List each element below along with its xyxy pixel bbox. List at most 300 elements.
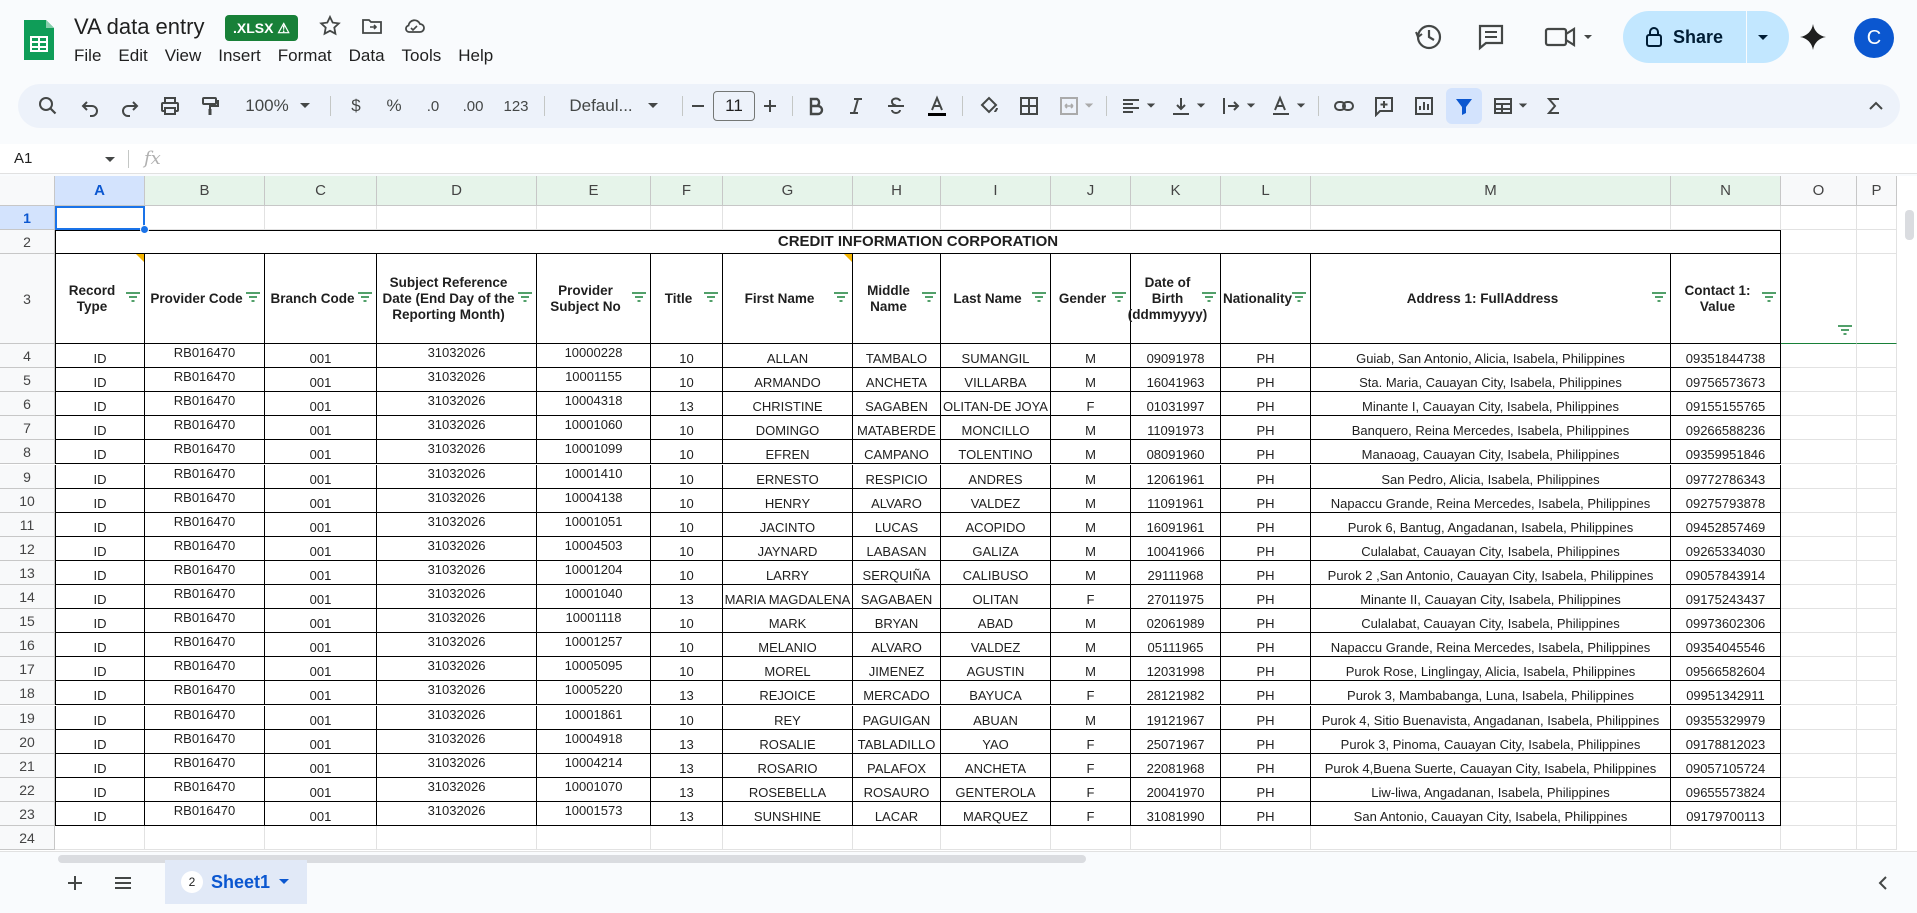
table-cell[interactable]: 10001204 xyxy=(537,561,651,585)
name-box[interactable]: A1 xyxy=(14,150,33,167)
table-cell[interactable]: ROSEBELLA xyxy=(723,778,853,802)
column-filter-icon[interactable] xyxy=(1112,292,1126,302)
cell[interactable] xyxy=(1857,609,1897,633)
table-cell[interactable]: ID xyxy=(55,392,145,416)
table-cell[interactable]: 31032026 xyxy=(377,440,537,464)
table-cell[interactable]: 09756573673 xyxy=(1671,368,1781,392)
column-filter-icon[interactable] xyxy=(1838,325,1852,335)
table-cell[interactable]: PH xyxy=(1221,513,1311,537)
table-cell[interactable]: 13 xyxy=(651,730,723,754)
table-cell[interactable]: Liw-liwa, Angadanan, Isabela, Philippines xyxy=(1311,778,1671,802)
table-cell[interactable]: 09452857469 xyxy=(1671,513,1781,537)
cell[interactable] xyxy=(1781,826,1857,850)
table-cell[interactable]: PH xyxy=(1221,344,1311,368)
document-title[interactable]: VA data entry xyxy=(74,14,205,39)
table-cell[interactable]: JIMENEZ xyxy=(853,657,941,681)
table-cell[interactable]: 001 xyxy=(265,754,377,778)
table-cell[interactable]: 09655573824 xyxy=(1671,778,1781,802)
row-header-16[interactable]: 16 xyxy=(0,633,55,657)
table-cell[interactable]: 31032026 xyxy=(377,778,537,802)
table-cell[interactable]: 08091960 xyxy=(1131,440,1221,464)
table-cell[interactable]: F xyxy=(1051,585,1131,609)
table-cell[interactable]: 10004318 xyxy=(537,392,651,416)
cell[interactable] xyxy=(1857,633,1897,657)
cell[interactable] xyxy=(1857,826,1897,850)
strikethrough-button[interactable] xyxy=(882,84,910,128)
table-cell[interactable]: MELANIO xyxy=(723,633,853,657)
insert-chart-button[interactable] xyxy=(1408,84,1440,128)
table-cell[interactable]: ID xyxy=(55,633,145,657)
table-cell[interactable]: JACINTO xyxy=(723,513,853,537)
cell[interactable] xyxy=(1857,681,1897,705)
row-header-1[interactable]: 1 xyxy=(0,206,55,230)
table-cell[interactable]: 11091961 xyxy=(1131,489,1221,513)
table-cell[interactable]: 31081990 xyxy=(1131,802,1221,826)
table-cell[interactable]: 09354045546 xyxy=(1671,633,1781,657)
table-cell[interactable]: 27011975 xyxy=(1131,585,1221,609)
table-cell[interactable]: PH xyxy=(1221,465,1311,489)
table-cell[interactable]: ALVARO xyxy=(853,489,941,513)
column-header-b[interactable]: B xyxy=(145,176,265,206)
table-header-cell[interactable] xyxy=(55,254,145,344)
borders-button[interactable] xyxy=(1014,84,1044,128)
table-cell[interactable]: PH xyxy=(1221,440,1311,464)
cell[interactable] xyxy=(1857,778,1897,802)
comments-icon[interactable] xyxy=(1474,20,1508,54)
table-cell[interactable]: 09275793878 xyxy=(1671,489,1781,513)
table-cell[interactable]: PH xyxy=(1221,657,1311,681)
table-cell[interactable]: 10 xyxy=(651,368,723,392)
table-cell[interactable]: 02061989 xyxy=(1131,609,1221,633)
increase-decimal-button[interactable]: .00 xyxy=(462,97,484,115)
table-cell[interactable]: 001 xyxy=(265,633,377,657)
cell[interactable] xyxy=(1857,537,1897,561)
table-cell[interactable]: 09566582604 xyxy=(1671,657,1781,681)
menu-help[interactable]: Help xyxy=(458,46,494,65)
zoom-select[interactable] xyxy=(238,84,318,128)
table-cell[interactable]: Purok 2 ,San Antonio, Cauayan City, Isabela, Philippines xyxy=(1311,561,1671,585)
table-cell[interactable]: 20041970 xyxy=(1131,778,1221,802)
table-cell[interactable]: RB016470 xyxy=(145,585,265,609)
table-cell[interactable]: 10 xyxy=(651,440,723,464)
cell[interactable] xyxy=(1781,706,1857,730)
table-cell[interactable]: 16091961 xyxy=(1131,513,1221,537)
cell[interactable] xyxy=(1051,206,1131,230)
table-cell[interactable]: M xyxy=(1051,657,1131,681)
table-cell[interactable]: 09772786343 xyxy=(1671,465,1781,489)
table-cell[interactable]: 31032026 xyxy=(377,561,537,585)
account-avatar[interactable]: C xyxy=(1854,18,1894,58)
table-cell[interactable]: 13 xyxy=(651,585,723,609)
table-cell[interactable]: RB016470 xyxy=(145,440,265,464)
table-cell[interactable]: 10 xyxy=(651,561,723,585)
cell[interactable] xyxy=(651,826,723,850)
table-cell[interactable]: M xyxy=(1051,344,1131,368)
star-icon[interactable] xyxy=(318,14,342,38)
table-cell[interactable]: 001 xyxy=(265,585,377,609)
cell[interactable] xyxy=(537,206,651,230)
table-cell[interactable]: ID xyxy=(55,778,145,802)
table-header-cell[interactable] xyxy=(1127,254,1221,344)
menu-edit[interactable]: Edit xyxy=(118,46,148,65)
table-cell[interactable]: 12061961 xyxy=(1131,465,1221,489)
banner-title[interactable]: CREDIT INFORMATION CORPORATION xyxy=(55,230,1781,254)
column-header-a[interactable]: A xyxy=(55,176,145,206)
cell[interactable] xyxy=(1857,513,1897,537)
table-cell[interactable]: 09155155765 xyxy=(1671,392,1781,416)
table-cell[interactable]: 10001060 xyxy=(537,416,651,440)
table-cell[interactable]: 31032026 xyxy=(377,681,537,705)
functions-button[interactable] xyxy=(1538,84,1570,128)
table-cell[interactable]: M xyxy=(1051,465,1131,489)
table-cell[interactable]: ALVARO xyxy=(853,633,941,657)
table-cell[interactable]: LABASAN xyxy=(853,537,941,561)
table-cell[interactable]: Purok 4,Buena Suerte, Cauayan City, Isabela, Philippines xyxy=(1311,754,1671,778)
table-cell[interactable]: 10001051 xyxy=(537,513,651,537)
table-header-cell[interactable] xyxy=(537,254,651,344)
table-cell[interactable]: Culalabat, Cauayan City, Isabela, Philippines xyxy=(1311,537,1671,561)
fill-color-button[interactable] xyxy=(974,84,1004,128)
table-cell[interactable]: M xyxy=(1051,368,1131,392)
menu-tools[interactable]: Tools xyxy=(401,46,442,65)
table-cell[interactable]: M xyxy=(1051,440,1131,464)
table-cell[interactable]: 10004918 xyxy=(537,730,651,754)
share-button[interactable] xyxy=(1623,11,1789,63)
table-cell[interactable]: MERCADO xyxy=(853,681,941,705)
column-filter-icon[interactable] xyxy=(1032,292,1046,302)
table-cell[interactable]: GALIZA xyxy=(941,537,1051,561)
cell[interactable] xyxy=(941,826,1051,850)
table-cell[interactable]: RB016470 xyxy=(145,681,265,705)
cell[interactable] xyxy=(265,826,377,850)
cell[interactable] xyxy=(1857,465,1897,489)
menu-insert[interactable]: Insert xyxy=(218,46,261,65)
table-cell[interactable]: ID xyxy=(55,609,145,633)
row-header-21[interactable]: 21 xyxy=(0,754,55,778)
row-header-17[interactable]: 17 xyxy=(0,657,55,681)
table-cell[interactable]: 16041963 xyxy=(1131,368,1221,392)
table-cell[interactable]: Purok 6, Bantug, Angadanan, Isabela, Philippines xyxy=(1311,513,1671,537)
cell[interactable] xyxy=(1857,706,1897,730)
table-cell[interactable]: MOREL xyxy=(723,657,853,681)
row-header-13[interactable]: 13 xyxy=(0,561,55,585)
text-color-button[interactable] xyxy=(922,84,952,128)
table-cell[interactable]: ANCHETA xyxy=(853,368,941,392)
table-cell[interactable]: RB016470 xyxy=(145,730,265,754)
table-cell[interactable]: YAO xyxy=(941,730,1051,754)
table-cell[interactable]: San Antonio, Cauayan City, Isabela, Philippines xyxy=(1311,802,1671,826)
table-cell[interactable]: Minante II, Cauayan City, Isabela, Philippines xyxy=(1311,585,1671,609)
table-cell[interactable]: REJOICE xyxy=(723,681,853,705)
table-cell[interactable]: ID xyxy=(55,368,145,392)
table-cell[interactable]: 09355329979 xyxy=(1671,706,1781,730)
cell[interactable] xyxy=(1781,230,1857,254)
table-cell[interactable]: ROSAURO xyxy=(853,778,941,802)
table-cell[interactable]: 09266588236 xyxy=(1671,416,1781,440)
cell[interactable] xyxy=(1781,489,1857,513)
table-header-cell[interactable] xyxy=(1311,254,1671,344)
table-cell[interactable]: M xyxy=(1051,416,1131,440)
cell[interactable] xyxy=(1221,826,1311,850)
table-cell[interactable]: 31032026 xyxy=(377,706,537,730)
table-cell[interactable]: PH xyxy=(1221,489,1311,513)
formula-input[interactable] xyxy=(180,147,1880,171)
table-cell[interactable]: 001 xyxy=(265,609,377,633)
table-header-cell[interactable] xyxy=(1051,254,1131,344)
cell[interactable] xyxy=(1781,513,1857,537)
row-header-23[interactable]: 23 xyxy=(0,802,55,826)
search-menus-button[interactable] xyxy=(32,84,64,128)
table-header-cell[interactable] xyxy=(1671,254,1781,344)
cell[interactable] xyxy=(1781,440,1857,464)
table-cell[interactable]: PH xyxy=(1221,730,1311,754)
cell[interactable] xyxy=(853,206,941,230)
cell[interactable] xyxy=(377,826,537,850)
vertical-scrollbar[interactable] xyxy=(1905,210,1914,240)
cell[interactable] xyxy=(1857,206,1897,230)
table-cell[interactable]: Culalabat, Cauayan City, Isabela, Philippines xyxy=(1311,609,1671,633)
table-cell[interactable]: PH xyxy=(1221,368,1311,392)
column-header-n[interactable]: N xyxy=(1671,176,1781,206)
table-cell[interactable]: 10 xyxy=(651,416,723,440)
table-cell[interactable]: BAYUCA xyxy=(941,681,1051,705)
cell[interactable] xyxy=(1857,585,1897,609)
table-cell[interactable]: PH xyxy=(1221,706,1311,730)
table-cell[interactable]: 31032026 xyxy=(377,537,537,561)
row-header-4[interactable]: 4 xyxy=(0,344,55,368)
table-cell[interactable]: 10004214 xyxy=(537,754,651,778)
table-cell[interactable]: Purok 4, Sitio Buenavista, Angadanan, Isabela, Philippines xyxy=(1311,706,1671,730)
table-cell[interactable]: 10001118 xyxy=(537,609,651,633)
cell[interactable] xyxy=(1311,206,1671,230)
cell[interactable] xyxy=(723,826,853,850)
table-cell[interactable]: 001 xyxy=(265,489,377,513)
table-cell[interactable]: TAMBALO xyxy=(853,344,941,368)
table-cell[interactable]: RB016470 xyxy=(145,561,265,585)
table-header-cell[interactable] xyxy=(853,254,941,344)
table-cell[interactable]: OLITAN xyxy=(941,585,1051,609)
table-cell[interactable]: ID xyxy=(55,754,145,778)
table-cell[interactable]: RB016470 xyxy=(145,513,265,537)
column-filter-icon[interactable] xyxy=(358,292,372,302)
table-cell[interactable]: PH xyxy=(1221,609,1311,633)
table-cell[interactable]: Banquero, Reina Mercedes, Isabela, Philippines xyxy=(1311,416,1671,440)
table-cell[interactable]: 001 xyxy=(265,513,377,537)
gemini-icon[interactable] xyxy=(1796,20,1830,54)
column-header-p[interactable]: P xyxy=(1857,176,1897,206)
table-cell[interactable]: CALIBUSO xyxy=(941,561,1051,585)
cell[interactable] xyxy=(145,206,265,230)
table-cell[interactable]: RB016470 xyxy=(145,633,265,657)
table-cell[interactable]: 10 xyxy=(651,513,723,537)
table-cell[interactable]: F xyxy=(1051,730,1131,754)
percent-format-button[interactable]: % xyxy=(386,96,402,115)
cell[interactable] xyxy=(1781,754,1857,778)
table-cell[interactable]: PAGUIGAN xyxy=(853,706,941,730)
column-filter-icon[interactable] xyxy=(1762,292,1776,302)
column-header-h[interactable]: H xyxy=(853,176,941,206)
table-cell[interactable]: MARIA MAGDALENA xyxy=(723,585,853,609)
table-header-cell[interactable] xyxy=(265,254,377,344)
table-cell[interactable]: 19121967 xyxy=(1131,706,1221,730)
table-cell[interactable]: 31032026 xyxy=(377,802,537,826)
table-cell[interactable]: Minante I, Cauayan City, Isabela, Philippines xyxy=(1311,392,1671,416)
table-cell[interactable]: 10 xyxy=(651,489,723,513)
table-cell[interactable]: SUNSHINE xyxy=(723,802,853,826)
table-cell[interactable]: PH xyxy=(1221,416,1311,440)
row-header-6[interactable]: 6 xyxy=(0,392,55,416)
table-cell[interactable]: LACAR xyxy=(853,802,941,826)
table-cell[interactable]: RB016470 xyxy=(145,344,265,368)
table-cell[interactable]: 31032026 xyxy=(377,465,537,489)
table-cell[interactable]: 001 xyxy=(265,730,377,754)
cell[interactable] xyxy=(1781,561,1857,585)
table-cell[interactable]: JAYNARD xyxy=(723,537,853,561)
table-cell[interactable]: 001 xyxy=(265,706,377,730)
column-filter-icon[interactable] xyxy=(632,292,646,302)
table-cell[interactable]: PH xyxy=(1221,802,1311,826)
table-cell[interactable]: LARRY xyxy=(723,561,853,585)
row-header-2[interactable]: 2 xyxy=(0,230,55,254)
table-cell[interactable]: ID xyxy=(55,706,145,730)
table-cell[interactable]: 13 xyxy=(651,802,723,826)
table-cell[interactable]: ID xyxy=(55,513,145,537)
cell[interactable] xyxy=(1857,368,1897,392)
column-filter-icon[interactable] xyxy=(1652,292,1666,302)
table-cell[interactable]: 13 xyxy=(651,681,723,705)
chevron-down-icon[interactable] xyxy=(104,155,116,165)
table-cell[interactable]: MATABERDE xyxy=(853,416,941,440)
table-cell[interactable]: PALAFOX xyxy=(853,754,941,778)
table-cell[interactable]: 09359951846 xyxy=(1671,440,1781,464)
cell[interactable] xyxy=(537,826,651,850)
table-cell[interactable]: 31032026 xyxy=(377,657,537,681)
column-filter-icon[interactable] xyxy=(1202,292,1216,302)
table-cell[interactable]: 09175243437 xyxy=(1671,585,1781,609)
collapse-toolbar-button[interactable] xyxy=(1860,84,1892,128)
table-cell[interactable]: 10 xyxy=(651,706,723,730)
column-header-j[interactable]: J xyxy=(1051,176,1131,206)
decrease-decimal-button[interactable]: .0 xyxy=(426,97,440,115)
table-cell[interactable]: 10001070 xyxy=(537,778,651,802)
italic-button[interactable] xyxy=(842,84,870,128)
cell[interactable] xyxy=(651,206,723,230)
collapse-sidebar-icon[interactable] xyxy=(1872,872,1894,894)
table-cell[interactable]: SERQUIÑA xyxy=(853,561,941,585)
column-filter-icon[interactable] xyxy=(246,292,260,302)
table-cell[interactable]: Napaccu Grande, Reina Mercedes, Isabela, Philippines xyxy=(1311,633,1671,657)
cell[interactable] xyxy=(1857,440,1897,464)
column-filter-icon[interactable] xyxy=(1292,292,1306,302)
table-cell[interactable]: PH xyxy=(1221,561,1311,585)
table-cell[interactable]: 31032026 xyxy=(377,392,537,416)
table-cell[interactable]: 22081968 xyxy=(1131,754,1221,778)
table-cell[interactable]: 10041966 xyxy=(1131,537,1221,561)
cell[interactable] xyxy=(1781,633,1857,657)
row-header-18[interactable]: 18 xyxy=(0,681,55,705)
cell[interactable] xyxy=(1671,826,1781,850)
table-cell[interactable]: 09265334030 xyxy=(1671,537,1781,561)
table-cell[interactable]: LUCAS xyxy=(853,513,941,537)
table-cell[interactable]: 09178812023 xyxy=(1671,730,1781,754)
table-cell[interactable]: VALDEZ xyxy=(941,489,1051,513)
table-cell[interactable]: VILLARBA xyxy=(941,368,1051,392)
decrease-font-size-button[interactable] xyxy=(686,84,710,128)
table-cell[interactable]: 31032026 xyxy=(377,585,537,609)
row-header-14[interactable]: 14 xyxy=(0,585,55,609)
cell[interactable] xyxy=(1781,368,1857,392)
table-cell[interactable]: BRYAN xyxy=(853,609,941,633)
cell[interactable] xyxy=(1857,254,1897,344)
table-cell[interactable]: 13 xyxy=(651,392,723,416)
table-cell[interactable]: 10 xyxy=(651,657,723,681)
bold-button[interactable] xyxy=(802,84,830,128)
cell[interactable] xyxy=(1051,826,1131,850)
table-cell[interactable]: Manaoag, Cauayan City, Isabela, Philippines xyxy=(1311,440,1671,464)
table-cell[interactable]: ABUAN xyxy=(941,706,1051,730)
table-cell[interactable]: 25071967 xyxy=(1131,730,1221,754)
table-cell[interactable]: ARMANDO xyxy=(723,368,853,392)
table-header-cell[interactable] xyxy=(723,254,853,344)
table-cell[interactable]: RB016470 xyxy=(145,706,265,730)
table-cell[interactable]: TABLADILLO xyxy=(853,730,941,754)
table-cell[interactable]: 10001040 xyxy=(537,585,651,609)
table-cell[interactable]: 001 xyxy=(265,657,377,681)
table-cell[interactable]: 31032026 xyxy=(377,416,537,440)
table-cell[interactable]: Purok Rose, Linglingay, Alicia, Isabela, Philippines xyxy=(1311,657,1671,681)
table-cell[interactable]: M xyxy=(1051,561,1131,585)
table-cell[interactable]: MARQUEZ xyxy=(941,802,1051,826)
table-cell[interactable]: RESPICIO xyxy=(853,465,941,489)
table-cell[interactable]: M xyxy=(1051,609,1131,633)
row-header-3[interactable]: 3 xyxy=(0,254,55,344)
table-cell[interactable]: 09351844738 xyxy=(1671,344,1781,368)
table-cell[interactable]: 10001573 xyxy=(537,802,651,826)
cell[interactable] xyxy=(941,206,1051,230)
font-family-select[interactable] xyxy=(554,84,674,128)
print-button[interactable] xyxy=(154,84,186,128)
column-header-i[interactable]: I xyxy=(941,176,1051,206)
table-cell[interactable]: F xyxy=(1051,392,1131,416)
table-cell[interactable]: ID xyxy=(55,344,145,368)
cell[interactable] xyxy=(1781,585,1857,609)
column-filter-icon[interactable] xyxy=(922,292,936,302)
font-size-input[interactable]: 11 xyxy=(713,91,755,121)
table-cell[interactable]: 10001410 xyxy=(537,465,651,489)
table-cell[interactable]: 09179700113 xyxy=(1671,802,1781,826)
table-header-cell[interactable] xyxy=(941,254,1051,344)
table-cell[interactable]: 09973602306 xyxy=(1671,609,1781,633)
table-cell[interactable]: 05111965 xyxy=(1131,633,1221,657)
cell[interactable] xyxy=(377,206,537,230)
table-cell[interactable]: ID xyxy=(55,730,145,754)
table-cell[interactable]: 09057843914 xyxy=(1671,561,1781,585)
table-cell[interactable]: PH xyxy=(1221,681,1311,705)
table-cell[interactable]: 001 xyxy=(265,392,377,416)
row-header-9[interactable]: 9 xyxy=(0,465,55,489)
cell[interactable] xyxy=(1857,730,1897,754)
table-cell[interactable]: 01031997 xyxy=(1131,392,1221,416)
cell[interactable] xyxy=(1781,778,1857,802)
table-cell[interactable]: 28121982 xyxy=(1131,681,1221,705)
cell[interactable] xyxy=(1857,416,1897,440)
merge-cells-button[interactable] xyxy=(1054,84,1098,128)
table-cell[interactable]: 11091973 xyxy=(1131,416,1221,440)
cell[interactable] xyxy=(1671,206,1781,230)
meet-icon[interactable] xyxy=(1540,20,1596,54)
table-cell[interactable]: 31032026 xyxy=(377,344,537,368)
table-cell[interactable]: RB016470 xyxy=(145,802,265,826)
